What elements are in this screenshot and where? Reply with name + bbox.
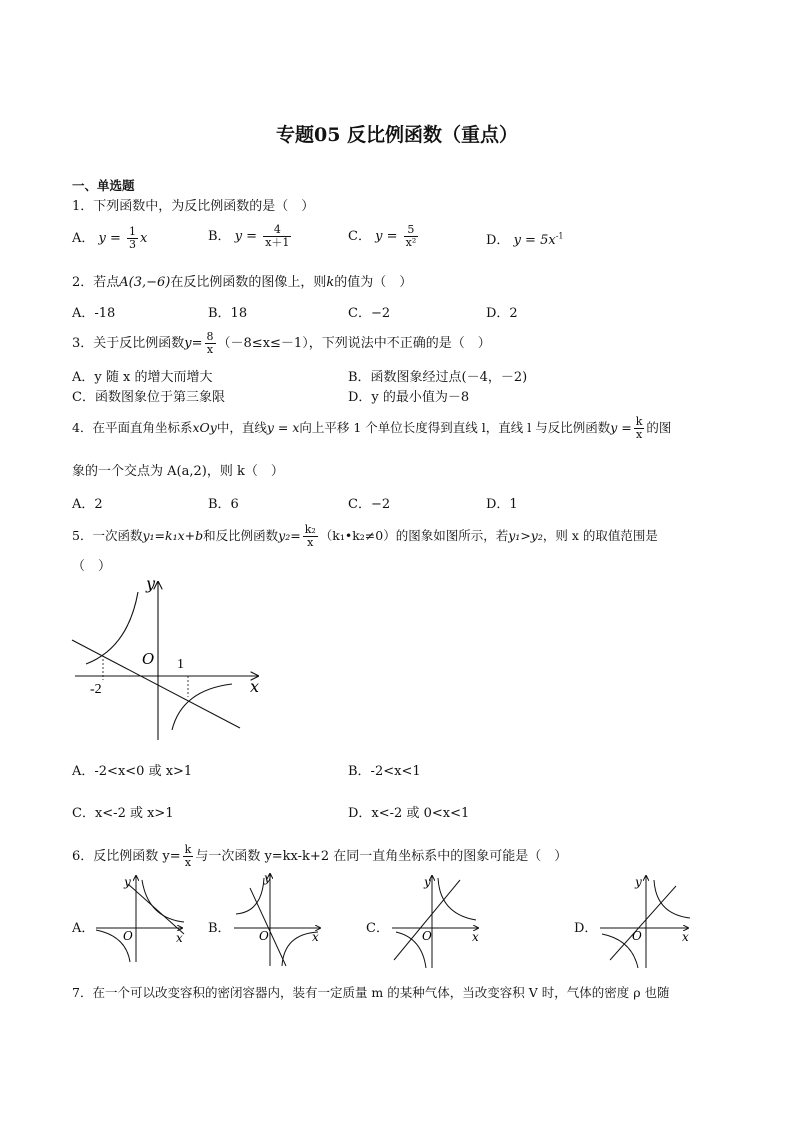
q6-option-a-label[interactable]: A． bbox=[72, 921, 95, 936]
svg-text:O: O bbox=[632, 929, 642, 943]
q5-option-d[interactable]: D．x<-2 或 0<x<1 bbox=[348, 806, 470, 821]
q6-option-b-label[interactable]: B． bbox=[208, 921, 231, 936]
question-3-stem: 3．关于反比例函数y= $\frac{8}{x}$ （－8≤x≤－1），下列说法中不正确的是（ ） bbox=[72, 330, 491, 356]
fraction: $\frac{k}{x}$ bbox=[635, 415, 643, 441]
q4-option-c[interactable]: C．−2 bbox=[348, 497, 391, 512]
q6-graph-a bbox=[96, 875, 184, 962]
q3-option-c[interactable]: C．函数图象位于第三象限 bbox=[72, 390, 225, 405]
question-2-stem: 2．若点A(3,−6)在反比例函数的图像上，则k的值为（ ） bbox=[72, 275, 413, 290]
fraction: $\frac{8}{x}$ bbox=[206, 330, 214, 356]
tick-label-minus-2: -2 bbox=[90, 682, 102, 697]
q6-option-d-label[interactable]: D． bbox=[574, 921, 598, 936]
q1-option-c[interactable]: C． y = $\frac{5}{\text{x²}}$ bbox=[348, 223, 417, 249]
page-title: 专题05 反比例函数（重点） bbox=[275, 124, 519, 146]
svg-text:x: x bbox=[472, 930, 479, 944]
x-axis-label: x bbox=[250, 677, 260, 696]
question-7-stem: 7．在一个可以改变容积的密闭容器内，装有一定质量 m 的某种气体，当改变容积 V 时，气体的密度 ρ 也随 bbox=[72, 985, 670, 1000]
question-4-stem-line2: 象的一个交点为 A(a,2)，则 k（ ） bbox=[72, 464, 284, 479]
q2-option-c[interactable]: C．−2 bbox=[348, 306, 391, 321]
origin-label: O bbox=[142, 650, 155, 668]
q5-option-a[interactable]: A．-2<x<0 或 x>1 bbox=[72, 764, 193, 779]
fraction: $\frac{5}{\text{x²}}$ bbox=[405, 223, 417, 249]
q6-graph-c bbox=[392, 875, 479, 968]
fraction: $\frac{4}{x+1}$ bbox=[265, 223, 290, 249]
svg-text:O: O bbox=[259, 929, 269, 943]
q2-option-a[interactable]: A．-18 bbox=[72, 306, 116, 321]
svg-text:x: x bbox=[312, 930, 319, 944]
svg-text:y: y bbox=[124, 875, 131, 889]
q5-option-b[interactable]: B．-2<x<1 bbox=[348, 764, 421, 779]
q3-option-d[interactable]: D．y 的最小值为－8 bbox=[348, 390, 470, 405]
fraction: $\frac{k}{x}$ bbox=[184, 843, 192, 869]
q6-graph-d bbox=[600, 875, 690, 968]
q3-option-a[interactable]: A．y 随 x 的增大而增大 bbox=[72, 370, 213, 385]
q1-option-d[interactable]: D． $y = 5x^{-1}$ bbox=[486, 231, 564, 248]
q2-option-b[interactable]: B．18 bbox=[208, 306, 248, 321]
tick-label-1: 1 bbox=[177, 657, 184, 672]
q5-option-c[interactable]: C．x<-2 或 x>1 bbox=[72, 806, 174, 821]
svg-text:y: y bbox=[635, 875, 642, 889]
q3-option-b[interactable]: B．函数图象经过点(－4，－2) bbox=[348, 370, 528, 385]
section-heading: 一、单选题 bbox=[72, 178, 135, 193]
q1-option-a[interactable]: A． y = $\frac{1}{3}$ x bbox=[72, 225, 148, 251]
q1-option-b[interactable]: B． y = $\frac{4}{x+1}$ bbox=[208, 223, 290, 249]
y-axis-label: y bbox=[146, 574, 156, 593]
q6-graph-b bbox=[234, 871, 320, 966]
question-1-stem: 1．下列函数中，为反比例函数的是（ ） bbox=[72, 199, 315, 214]
q2-option-d[interactable]: D．2 bbox=[486, 306, 518, 321]
q4-option-a[interactable]: A．2 bbox=[72, 497, 103, 512]
svg-text:y: y bbox=[264, 871, 271, 885]
question-5-stem: 5．一次函数y₁=k₁x+b和反比例函数y₂= $\frac{\text{k₂}}{x}$ （k₁•k₂≠0）的图象如图所示，若y₁>y₂，则 x 的取值范围是 bbox=[72, 523, 658, 549]
fraction: $\frac{1}{3}$ bbox=[129, 225, 137, 251]
fraction: $\frac{\text{k₂}}{x}$ bbox=[304, 523, 316, 549]
svg-text:O: O bbox=[422, 929, 432, 943]
svg-text:O: O bbox=[123, 929, 133, 943]
q6-option-c-label[interactable]: C． bbox=[366, 921, 389, 936]
q4-option-d[interactable]: D．1 bbox=[486, 497, 518, 512]
svg-text:x: x bbox=[176, 931, 183, 945]
q4-option-b[interactable]: B．6 bbox=[208, 497, 239, 512]
svg-text:y: y bbox=[424, 875, 431, 889]
question-5-stem-line2: （ ） bbox=[72, 559, 112, 574]
question-6-stem: 6．反比例函数 y= $\frac{k}{x}$ 与一次函数 y=kx-k+2 在同一直角坐标系中的图象可能是（ ） bbox=[72, 843, 568, 869]
svg-text:x: x bbox=[682, 930, 689, 944]
question-4-stem-line1: 4．在平面直角坐标系xOy中，直线y = x向上平移 1 个单位长度得到直线 l，直线 l 与反比例函数y = $\frac{k}{x}$ 的图 bbox=[72, 415, 672, 441]
